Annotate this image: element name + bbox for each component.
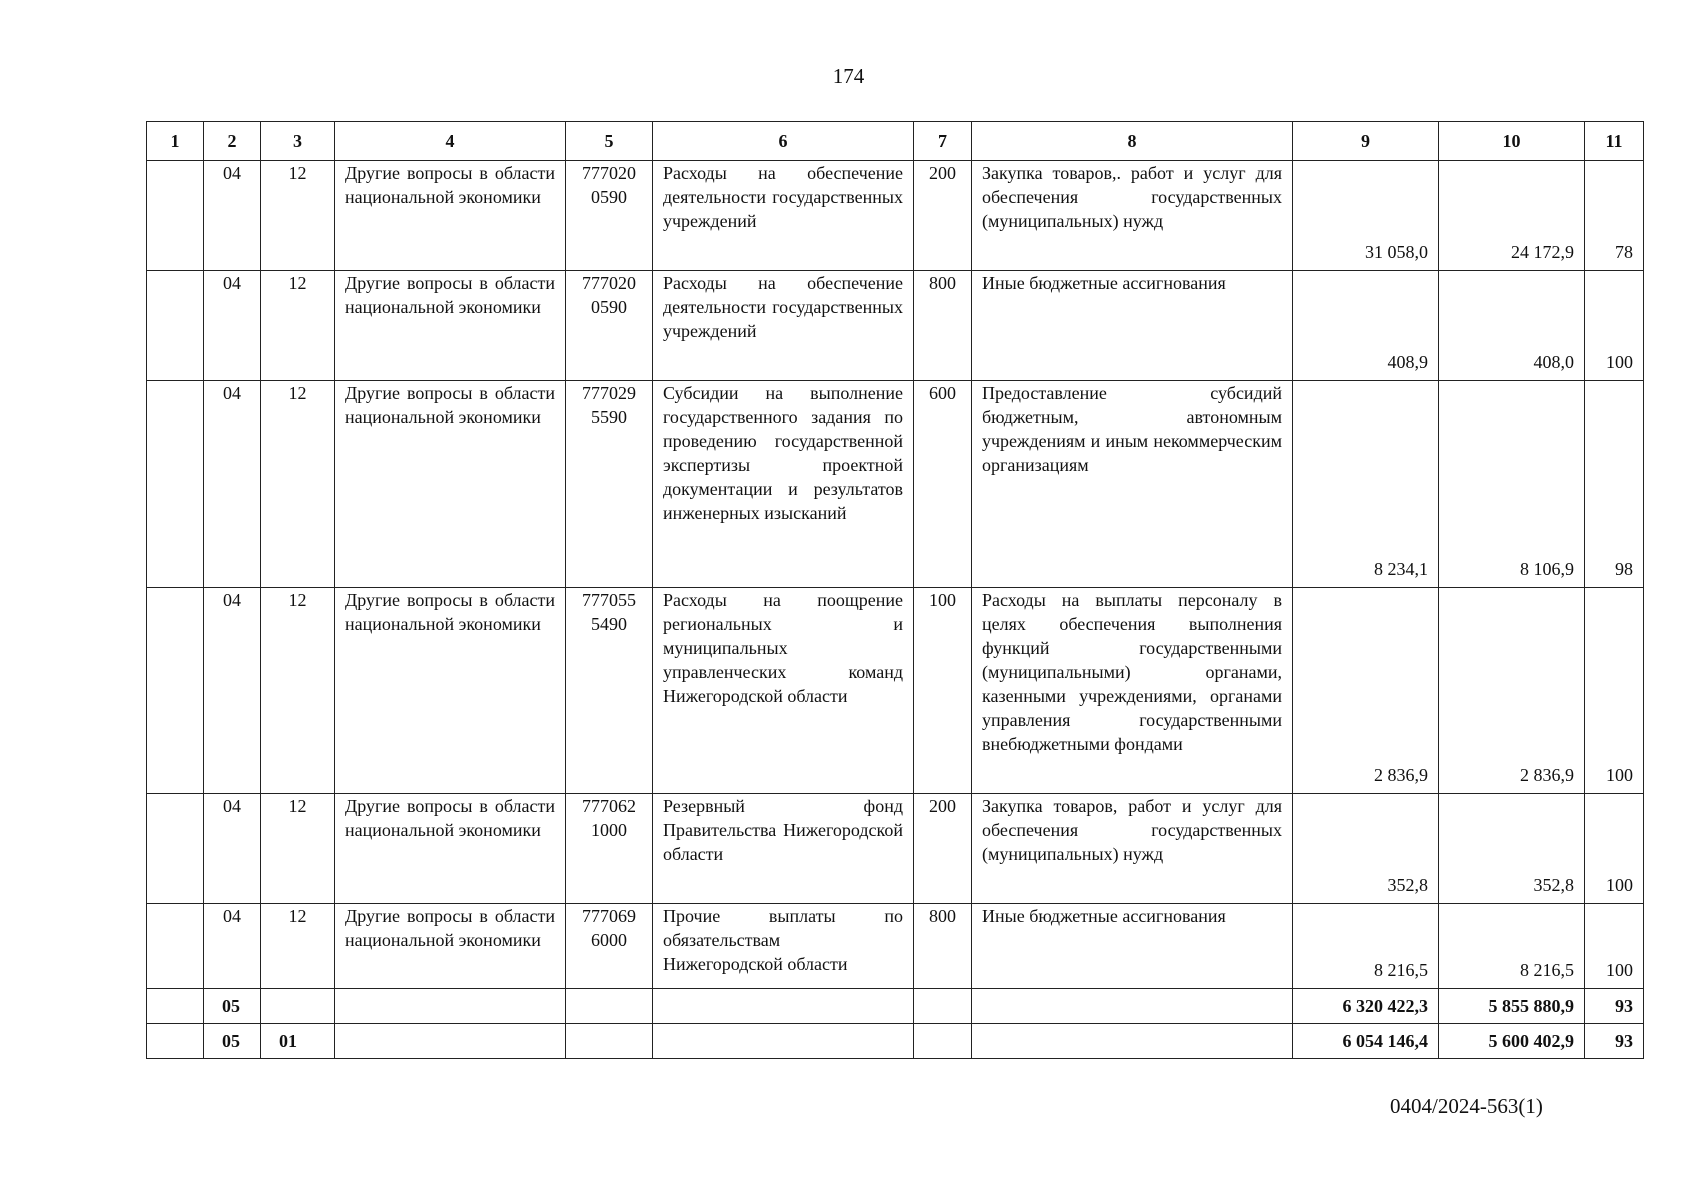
cell-empty bbox=[653, 989, 914, 1024]
header-col-5: 5 bbox=[566, 122, 653, 161]
cell-subsection: 12 bbox=[261, 161, 335, 271]
cell-actual: 408,0 bbox=[1439, 271, 1585, 381]
header-col-6: 6 bbox=[653, 122, 914, 161]
cell-target-code: 777069 6000 bbox=[566, 904, 653, 989]
total-row bbox=[147, 989, 1644, 1024]
cell-empty bbox=[335, 989, 566, 1024]
cell-plan: 8 234,1 bbox=[1293, 381, 1439, 588]
cell-subsection: 12 bbox=[261, 794, 335, 904]
cell-section-name: Другие вопросы в области национальной экономики bbox=[335, 588, 566, 794]
table-row bbox=[147, 904, 1644, 989]
cell-actual: 352,8 bbox=[1439, 794, 1585, 904]
cell-section-name: Другие вопросы в области национальной экономики bbox=[335, 271, 566, 381]
cell-empty bbox=[566, 989, 653, 1024]
cell-percent: 100 bbox=[1585, 904, 1644, 989]
cell-expense-type: 600 bbox=[914, 381, 972, 588]
cell-section-name: Другие вопросы в области национальной экономики bbox=[335, 381, 566, 588]
cell-empty bbox=[914, 989, 972, 1024]
cell-subsection: 12 bbox=[261, 381, 335, 588]
cell-section-name: Другие вопросы в области национальной экономики bbox=[335, 161, 566, 271]
cell-expense-type: 200 bbox=[914, 794, 972, 904]
cell-section: 05 bbox=[204, 1024, 261, 1059]
cell-empty bbox=[147, 271, 204, 381]
header-col-3: 3 bbox=[261, 122, 335, 161]
cell-expense-name: Предоставление субсидий бюджетным, автономным учреждениям и иным некоммерческим организациям bbox=[972, 381, 1293, 588]
header-col-1: 1 bbox=[147, 122, 204, 161]
cell-plan: 8 216,5 bbox=[1293, 904, 1439, 989]
cell-plan: 352,8 bbox=[1293, 794, 1439, 904]
cell-section-name: Другие вопросы в области национальной экономики bbox=[335, 794, 566, 904]
header-col-9: 9 bbox=[1293, 122, 1439, 161]
cell-section: 05 bbox=[204, 989, 261, 1024]
cell-actual: 8 216,5 bbox=[1439, 904, 1585, 989]
table-row bbox=[147, 381, 1644, 588]
cell-empty bbox=[653, 1024, 914, 1059]
cell-target-code: 777020 0590 bbox=[566, 271, 653, 381]
cell-empty bbox=[147, 381, 204, 588]
cell-percent: 93 bbox=[1585, 1024, 1644, 1059]
cell-actual: 2 836,9 bbox=[1439, 588, 1585, 794]
cell-empty bbox=[147, 1024, 204, 1059]
cell-subsection bbox=[261, 989, 335, 1024]
header-col-11: 11 bbox=[1585, 122, 1644, 161]
header-col-8: 8 bbox=[972, 122, 1293, 161]
cell-percent: 100 bbox=[1585, 588, 1644, 794]
cell-actual: 5 855 880,9 bbox=[1439, 989, 1585, 1024]
cell-expense-type: 800 bbox=[914, 904, 972, 989]
cell-target-name: Субсидии на выполнение государственного задания по проведению государственной экспертизы проектной документации и результатов инженерных изысканий bbox=[653, 381, 914, 588]
cell-empty bbox=[566, 1024, 653, 1059]
cell-plan: 6 054 146,4 bbox=[1293, 1024, 1439, 1059]
cell-actual: 8 106,9 bbox=[1439, 381, 1585, 588]
budget-table bbox=[146, 121, 1644, 1059]
cell-target-code: 777020 0590 bbox=[566, 161, 653, 271]
header-col-10: 10 bbox=[1439, 122, 1585, 161]
cell-section: 04 bbox=[204, 588, 261, 794]
cell-target-name: Резервный фонд Правительства Нижегородской области bbox=[653, 794, 914, 904]
cell-plan: 31 058,0 bbox=[1293, 161, 1439, 271]
table-row bbox=[147, 588, 1644, 794]
cell-empty bbox=[335, 1024, 566, 1059]
table-row bbox=[147, 794, 1644, 904]
cell-empty bbox=[972, 989, 1293, 1024]
cell-subsection: 12 bbox=[261, 588, 335, 794]
cell-empty bbox=[147, 588, 204, 794]
cell-expense-type: 100 bbox=[914, 588, 972, 794]
document-code: 0404/2024-563(1) bbox=[1390, 1094, 1543, 1118]
cell-expense-name: Закупка товаров, работ и услуг для обеспечения государственных (муниципальных) нужд bbox=[972, 794, 1293, 904]
cell-section: 04 bbox=[204, 161, 261, 271]
cell-target-name: Расходы на поощрение региональных и муниципальных управленческих команд Нижегородской области bbox=[653, 588, 914, 794]
table-row bbox=[147, 271, 1644, 381]
cell-empty bbox=[147, 989, 204, 1024]
cell-target-code: 777029 5590 bbox=[566, 381, 653, 588]
cell-subsection: 12 bbox=[261, 271, 335, 381]
cell-percent: 98 bbox=[1585, 381, 1644, 588]
cell-section: 04 bbox=[204, 904, 261, 989]
cell-percent: 100 bbox=[1585, 794, 1644, 904]
cell-empty bbox=[147, 904, 204, 989]
cell-target-name: Прочие выплаты по обязательствам Нижегородской области bbox=[653, 904, 914, 989]
cell-empty bbox=[914, 1024, 972, 1059]
cell-plan: 408,9 bbox=[1293, 271, 1439, 381]
cell-expense-name: Закупка товаров,. работ и услуг для обеспечения государственных (муниципальных) нужд bbox=[972, 161, 1293, 271]
cell-section-name: Другие вопросы в области национальной экономики bbox=[335, 904, 566, 989]
cell-section: 04 bbox=[204, 794, 261, 904]
cell-plan: 2 836,9 bbox=[1293, 588, 1439, 794]
header-col-2: 2 bbox=[204, 122, 261, 161]
cell-empty bbox=[972, 1024, 1293, 1059]
cell-actual: 5 600 402,9 bbox=[1439, 1024, 1585, 1059]
cell-subsection: 01 bbox=[261, 1024, 335, 1059]
cell-percent: 78 bbox=[1585, 161, 1644, 271]
cell-target-name: Расходы на обеспечение деятельности государственных учреждений bbox=[653, 161, 914, 271]
cell-target-name: Расходы на обеспечение деятельности государственных учреждений bbox=[653, 271, 914, 381]
cell-expense-name: Иные бюджетные ассигнования bbox=[972, 904, 1293, 989]
cell-plan: 6 320 422,3 bbox=[1293, 989, 1439, 1024]
table-row bbox=[147, 161, 1644, 271]
cell-target-code: 777062 1000 bbox=[566, 794, 653, 904]
header-col-7: 7 bbox=[914, 122, 972, 161]
cell-percent: 100 bbox=[1585, 271, 1644, 381]
total-row bbox=[147, 1024, 1644, 1059]
header-row bbox=[147, 122, 1644, 161]
cell-empty bbox=[147, 794, 204, 904]
cell-section: 04 bbox=[204, 271, 261, 381]
cell-expense-name: Иные бюджетные ассигнования bbox=[972, 271, 1293, 381]
cell-expense-type: 800 bbox=[914, 271, 972, 381]
cell-target-code: 777055 5490 bbox=[566, 588, 653, 794]
cell-subsection: 12 bbox=[261, 904, 335, 989]
cell-empty bbox=[147, 161, 204, 271]
cell-expense-name: Расходы на выплаты персоналу в целях обеспечения выполнения функций государственными (муниципальными) органами, казенными учреждениями, органами управления государственными внебюджетными фондами bbox=[972, 588, 1293, 794]
cell-expense-type: 200 bbox=[914, 161, 972, 271]
page-number: 174 bbox=[832, 64, 865, 88]
cell-section: 04 bbox=[204, 381, 261, 588]
cell-percent: 93 bbox=[1585, 989, 1644, 1024]
header-col-4: 4 bbox=[335, 122, 566, 161]
cell-actual: 24 172,9 bbox=[1439, 161, 1585, 271]
